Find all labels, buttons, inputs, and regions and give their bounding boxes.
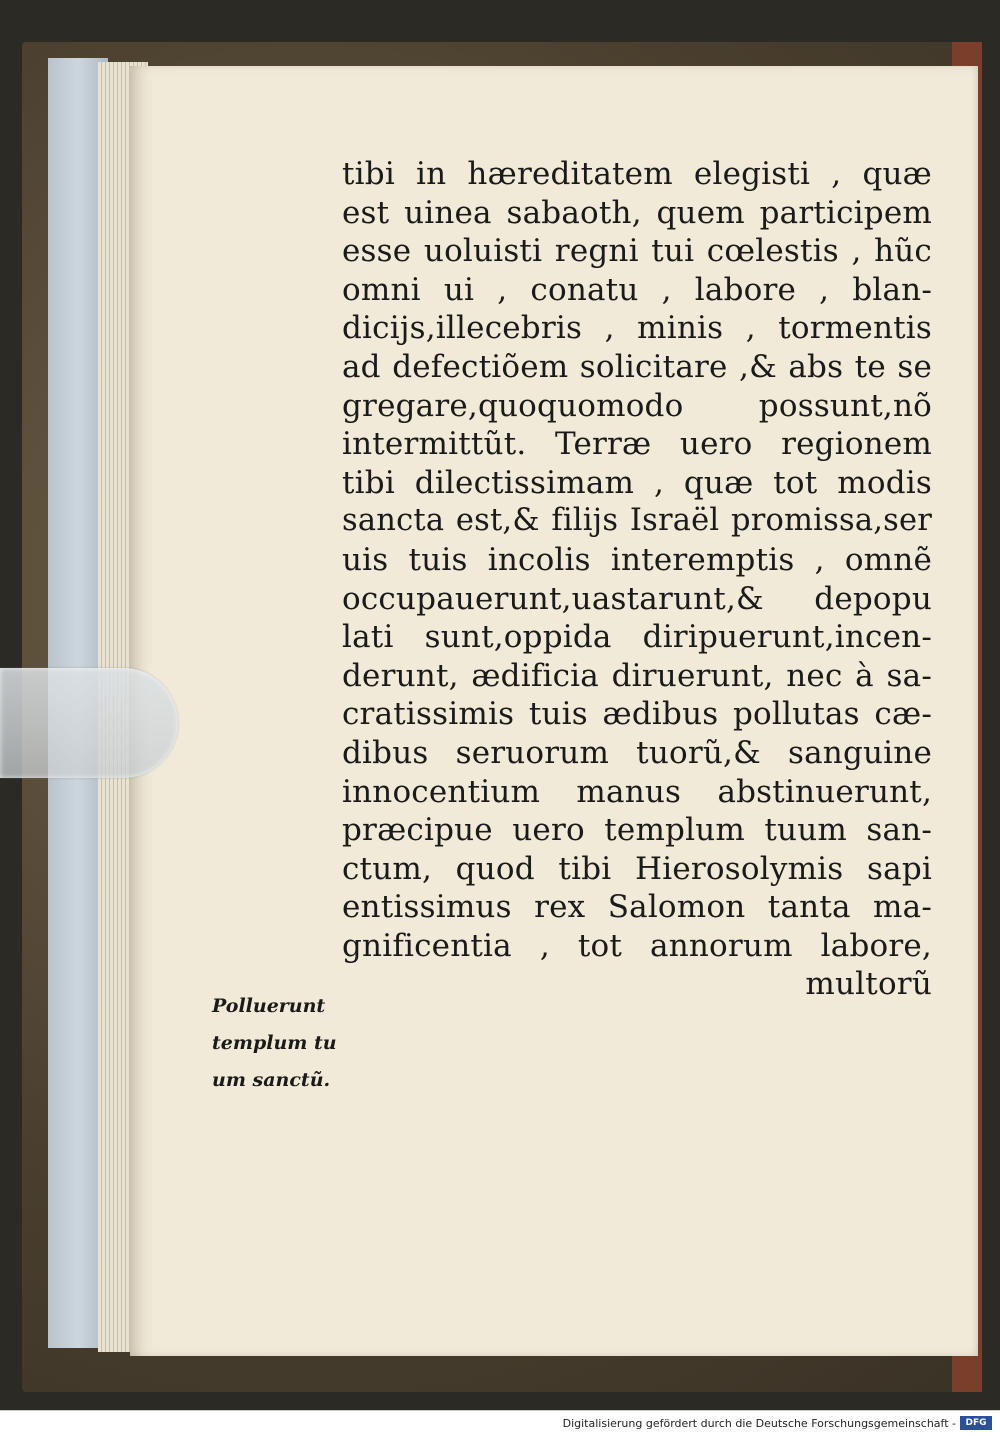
text-line: præcipue uero templum tuum san- bbox=[342, 812, 932, 849]
text-line: sancta est,& filijs Israël promissa,ser bbox=[342, 503, 932, 539]
text-line: omni ui , conatu , labore , blan- bbox=[342, 271, 932, 308]
text-line: ad defectiõem solicitare ,& abs te se bbox=[342, 348, 932, 385]
text-line: gnificentia , tot annorum labore, bbox=[342, 927, 932, 964]
text-line: innocentium manus abstinuerunt, bbox=[342, 773, 932, 810]
text-line: lati sunt,oppida diripuerunt,incen- bbox=[342, 619, 932, 656]
text-line: entissimus rex Salomon tanta ma- bbox=[342, 889, 932, 926]
text-line: est uinea sabaoth, quem participem bbox=[342, 194, 932, 231]
footer-bar bbox=[0, 1410, 1000, 1436]
body-text bbox=[342, 155, 932, 1004]
marginal-note bbox=[212, 988, 342, 1099]
catchword: multorũ bbox=[805, 966, 932, 1003]
text-line: occupauerunt,uastarunt,& depopu bbox=[342, 580, 932, 617]
text-line: tibi dilectissimam , quæ tot modis bbox=[342, 464, 932, 501]
text-line: intermittũt. Terræ uero regionem bbox=[342, 426, 932, 463]
funding-credit: Digitalisierung gefördert durch die Deutsche Forschungsgemeinschaft - bbox=[562, 1417, 956, 1430]
text-line: gregare,quoquomodo possunt,nõ bbox=[342, 387, 932, 424]
text-line: tibi in hæreditatem elegisti , quæ bbox=[342, 156, 932, 192]
text-line: cratissimis tuis ædibus pollutas cæ- bbox=[342, 696, 932, 733]
text-line: esse uoluisti regni tui cœlestis , hũc bbox=[342, 233, 932, 270]
marginal-note-line: um sanctũ. bbox=[212, 1069, 331, 1091]
text-line: ctum, quod tibi Hierosolymis sapi bbox=[342, 850, 932, 887]
marginal-note-line: Polluerunt bbox=[212, 995, 326, 1017]
page-clip bbox=[0, 668, 178, 778]
text-line: derunt, ædificia diruerunt, nec à sa- bbox=[342, 657, 932, 694]
text-line: dicijs,illecebris , minis , tormentis bbox=[342, 310, 932, 347]
dfg-logo: DFG bbox=[960, 1416, 992, 1430]
text-line: dibus seruorum tuorũ,& sanguine bbox=[342, 734, 932, 771]
marginal-note-line: templum tu bbox=[212, 1032, 337, 1054]
text-line: uis tuis incolis interemptis , omnẽ bbox=[342, 541, 932, 578]
